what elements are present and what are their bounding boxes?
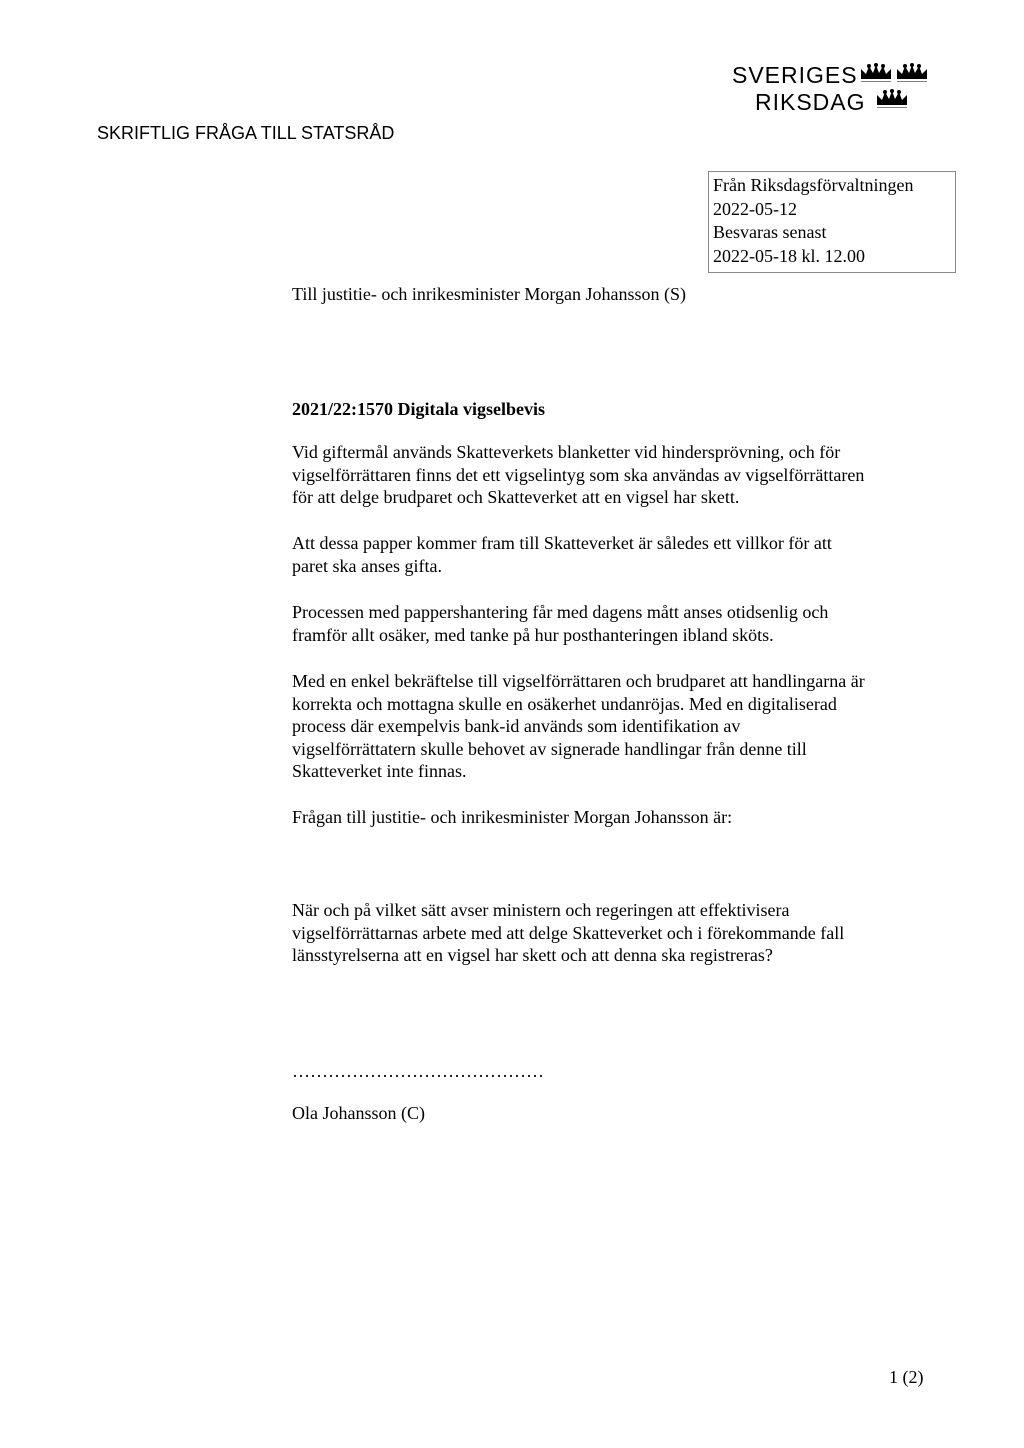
info-sender: Från Riksdagsförvaltningen xyxy=(713,175,914,195)
page-number: 1 (2) xyxy=(889,1367,924,1387)
info-date: 2022-05-12 xyxy=(713,198,797,219)
paragraph-line: Processen med pappershantering får med dagens mått anses otidsenlig och xyxy=(292,602,829,622)
paragraph-line: vigselförrättaren finns det ett vigselintyg som ska användas av vigselförrättaren xyxy=(292,464,865,485)
paragraph-line: vigselförrättarnas arbete med att delge Skatteverket och i förekommande fall xyxy=(292,922,845,943)
logo-text-sveriges: SVERIGES xyxy=(732,62,858,88)
paragraph-line: Att dessa papper kommer fram till Skatteverket är således ett villkor för att xyxy=(292,533,832,553)
paragraph-line: Med en enkel bekräftelse till vigselförrättaren och brudparet att handlingarna är xyxy=(292,671,865,691)
crown-icon xyxy=(875,89,909,111)
paragraph-line: för att delge brudparet och Skatteverket att en vigsel har skett. xyxy=(292,487,740,507)
recipient-line: Till justitie- och inrikesminister Morgan Johansson (S) xyxy=(292,284,686,304)
paragraph-line: process där exempelvis bank-id används som identifikation av xyxy=(292,716,741,736)
info-box xyxy=(708,171,956,273)
paragraph-line: korrekta och mottagna skulle en osäkerhet undanröjas. Med en digitaliserad xyxy=(292,693,837,714)
paragraph-4 xyxy=(292,670,865,783)
question-title: 2021/22:1570 Digitala vigselbevis xyxy=(292,399,545,419)
paragraph-3 xyxy=(292,601,828,646)
info-deadline: 2022-05-18 kl. 12.00 xyxy=(713,245,865,266)
paragraph-line: vigselförrättatern skulle behovet av signerade handlingar från denne till xyxy=(292,738,807,759)
paragraph-line: paret ska anses gifta. xyxy=(292,555,442,576)
paragraph-1 xyxy=(292,441,864,509)
paragraph-line: Skatteverket inte finnas. xyxy=(292,761,467,781)
paragraph-line: Frågan till justitie- och inrikesminister Morgan Johansson är: xyxy=(292,807,733,827)
paragraph-line: länsstyrelserna att en vigsel har skett och att denna ska registreras? xyxy=(292,945,773,965)
question-text xyxy=(292,899,844,967)
paragraph-line: När och på vilket sätt avser ministern och regeringen att effektivisera xyxy=(292,900,790,920)
riksdag-logo xyxy=(728,60,938,120)
question-intro xyxy=(292,806,732,829)
info-deadline-label: Besvaras senast xyxy=(713,222,827,242)
paragraph-line: Vid giftermål används Skatteverkets blanketter vid hindersprövning, och för xyxy=(292,442,841,462)
paragraph-line: framför allt osäker, med tanke på hur posthanteringen ibland sköts. xyxy=(292,624,774,645)
paragraph-2 xyxy=(292,532,832,577)
signature-line: …………………………………… xyxy=(292,1061,544,1081)
signature-name: Ola Johansson (C) xyxy=(292,1103,425,1123)
crown-icon xyxy=(859,63,893,85)
logo-text-riksdag: RIKSDAG xyxy=(755,89,866,115)
document-type-heading: SKRIFTLIG FRÅGA TILL STATSRÅD xyxy=(97,123,395,143)
crown-icon xyxy=(895,63,929,85)
